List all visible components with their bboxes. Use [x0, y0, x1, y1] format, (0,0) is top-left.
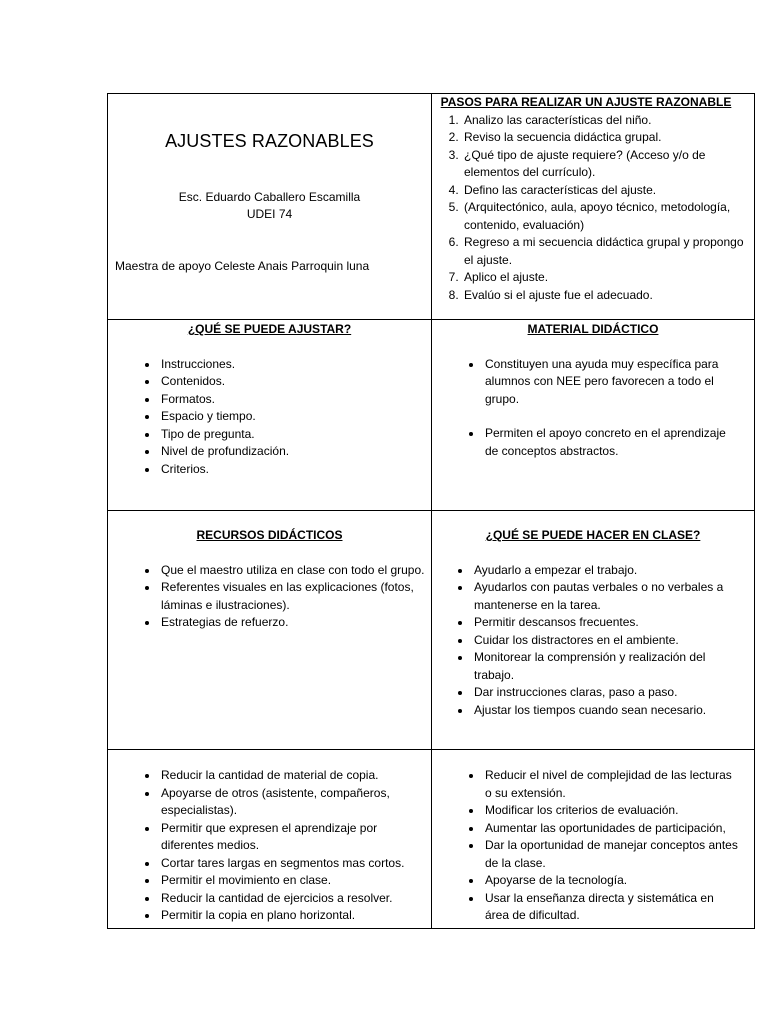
material-heading: MATERIAL DIDÁCTICO	[527, 322, 659, 336]
list-item: 3. ¿Qué tipo de ajuste requiere? (Acceso y/o de elementos del currículo).	[462, 147, 754, 182]
list-item: • Contenidos.	[159, 373, 431, 391]
table-row	[108, 94, 755, 320]
list-item: 8. Evalúo si el ajuste fue el adecuado.	[462, 287, 754, 305]
list-item: • Cortar tares largas en segmentos mas cortos.	[159, 855, 417, 873]
que-ajustar-cell	[108, 320, 432, 511]
material-cell	[432, 320, 755, 511]
list-item: • Apoyarse de la tecnología.	[483, 872, 740, 890]
list-item: 2. Reviso la secuencia didáctica grupal.	[462, 129, 754, 147]
table-row	[108, 511, 755, 750]
list-item: • Referentes visuales en las explicaciones (fotos, láminas e ilustraciones).	[159, 579, 427, 614]
list-item: 4. Defino las características del ajuste.	[462, 182, 754, 200]
list-item: • Usar la enseñanza directa y sistemática en área de dificultad.	[483, 890, 740, 925]
list-item: • Estrategias de refuerzo.	[159, 614, 427, 632]
que-ajustar-list	[108, 356, 431, 479]
teacher-name: Maestra de apoyo Celeste Anais Parroquin luna	[115, 259, 370, 273]
extra-right-list	[432, 767, 754, 925]
table-row	[108, 320, 755, 511]
que-ajustar-heading: ¿QUÉ SE PUEDE AJUSTAR?	[187, 322, 352, 336]
recursos-list	[108, 562, 431, 632]
list-item: • Formatos.	[159, 391, 431, 409]
clase-heading: ¿QUÉ SE PUEDE HACER EN CLASE?	[485, 528, 701, 542]
steps-heading: PASOS PARA REALIZAR UN AJUSTE RAZONABLE	[440, 95, 732, 109]
list-item: • Reducir el nivel de complejidad de las lecturas o su extensión.	[483, 767, 740, 802]
document-title: AJUSTES RAZONABLES	[165, 131, 374, 151]
clase-cell	[432, 511, 755, 750]
adjustments-table	[107, 93, 755, 929]
list-item: • Monitorear la comprensión y realización del trabajo.	[472, 649, 740, 684]
list-item: • Permitir que expresen el aprendizaje por diferentes medios.	[159, 820, 417, 855]
list-item: • Reducir la cantidad de ejercicios a resolver.	[159, 890, 417, 908]
extra-left-cell	[108, 750, 432, 929]
cover-cell	[108, 94, 432, 320]
list-item: 1. Analizo las características del niño.	[462, 112, 754, 130]
extra-right-cell	[432, 750, 755, 929]
unit-name: UDEI 74	[246, 207, 293, 221]
list-item: 6. Regreso a mi secuencia didáctica grupal y propongo el ajuste.	[462, 234, 754, 269]
list-item: • Criterios.	[159, 461, 431, 479]
list-item: • Ajustar los tiempos cuando sean necesario.	[472, 702, 740, 720]
list-item: • Permitir el movimiento en clase.	[159, 872, 417, 890]
list-item: • Dar instrucciones claras, paso a paso.	[472, 684, 740, 702]
material-list	[432, 356, 754, 461]
list-item: • Nivel de profundización.	[159, 443, 431, 461]
list-item: • Que el maestro utiliza en clase con todo el grupo.	[159, 562, 427, 580]
list-item: • Ayudarlos con pautas verbales o no verbales a mantenerse en la tarea.	[472, 579, 740, 614]
list-item: • Cuidar los distractores en el ambiente.	[472, 632, 740, 650]
list-item: • Permitir la copia en plano horizontal.	[159, 907, 417, 925]
table-row	[108, 750, 755, 929]
list-item: • Aumentar las oportunidades de participación,	[483, 820, 740, 838]
school-name: Esc. Eduardo Caballero Escamilla	[178, 190, 361, 204]
list-item: • Permitir descansos frecuentes.	[472, 614, 740, 632]
list-item: • Tipo de pregunta.	[159, 426, 431, 444]
list-item: • Instrucciones.	[159, 356, 431, 374]
list-item: • Constituyen una ayuda muy específica para alumnos con NEE pero favorecen a todo el grupo.	[483, 356, 740, 409]
list-item: • Ayudarlo a empezar el trabajo.	[472, 562, 740, 580]
list-item: 7. Aplico el ajuste.	[462, 269, 754, 287]
list-item: • Modificar los criterios de evaluación.	[483, 802, 740, 820]
extra-left-list	[108, 767, 431, 925]
list-item: 5. (Arquitectónico, aula, apoyo técnico, metodología, contenido, evaluación)	[462, 199, 754, 234]
steps-list	[432, 112, 754, 305]
list-item: • Espacio y tiempo.	[159, 408, 431, 426]
list-item: • Apoyarse de otros (asistente, compañeros, especialistas).	[159, 785, 417, 820]
list-item: • Reducir la cantidad de material de copia.	[159, 767, 417, 785]
list-item: • Permiten el apoyo concreto en el aprendizaje de conceptos abstractos.	[483, 425, 740, 460]
steps-cell	[432, 94, 755, 320]
recursos-cell	[108, 511, 432, 750]
clase-list	[432, 562, 754, 720]
list-item: • Dar la oportunidad de manejar conceptos antes de la clase.	[483, 837, 740, 872]
recursos-heading: RECURSOS DIDÁCTICOS	[196, 528, 343, 542]
